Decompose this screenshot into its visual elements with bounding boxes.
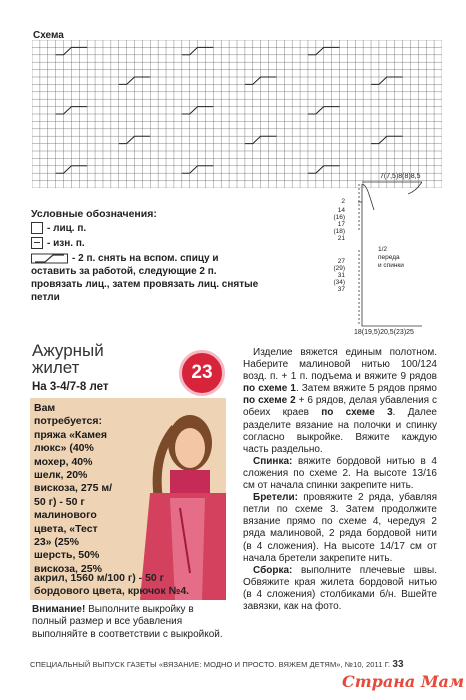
schema-title: Схема: [33, 30, 64, 41]
product-photo: [30, 398, 226, 600]
legend-title: Условные обозначения:: [31, 208, 157, 220]
pattern-center-label: 1/2 переда и спинки: [378, 246, 404, 269]
model-number-badge: 23: [179, 350, 225, 396]
pattern-label-2: 2: [341, 198, 345, 205]
legend-knit: - лиц. п.: [31, 222, 86, 235]
pattern-label-17: 17: [337, 221, 345, 228]
purl-symbol-icon: [31, 237, 43, 249]
pattern-label-16: (16): [333, 214, 345, 221]
pattern-label-29: (29): [333, 265, 345, 272]
pattern-label-37: 37: [337, 286, 345, 293]
pattern-label-34: (34): [333, 279, 345, 286]
product-title: Ажурный жилет: [32, 341, 104, 377]
instructions-straps: Бретели: провяжите 2 ряда, убавляя петли по схеме 3. Затем продолжите вязание прямо по схеме 4, чередуя 2 ряда малиновой, 2 ряда бордовой нити (в 4 сложения). На высоте 14/17 см от начала бретели закрепите нить.: [243, 492, 437, 564]
page-footer: СПЕЦИАЛЬНЫЙ ВЫПУСК ГАЗЕТЫ «ВЯЗАНИЕ: МОДНО И ПРОСТО. ВЯЖЕМ ДЕТЯМ», №10, 2011 Г. 33: [30, 659, 404, 670]
instructions-assembly: Сборка: выполните плечевые швы. Обвяжите края жилета бордовой нитью (в 4 сложения) столбиками б/н. Вшейте завязки, как на фото.: [243, 564, 437, 612]
pattern-label-27: 27: [337, 258, 345, 265]
knitting-chart-grid: [32, 40, 442, 188]
pattern-label-21: 21: [337, 235, 345, 242]
site-watermark: Страна Мам: [342, 672, 465, 691]
pattern-bottom-dimension: 18(19,5)20,5(23)25: [354, 329, 414, 336]
knit-symbol-icon: [31, 222, 43, 234]
materials-list: Вам потребуется: пряжа «Камея люкс» (40% мохер, 40% шелк, 20% вискоза, 275 м/ 50 г) - 50 г малинового цвета, «Тест 23» (25% шерсть, 50% вискоза, 25%: [34, 402, 113, 575]
pattern-label-31: 31: [337, 272, 345, 279]
instructions-intro: Изделие вяжется единым полотном. Наберите малиновой нитью 100/124 возд. п. + 1 п. подъема и вяжите 9 рядов по схеме 1. Затем вяжите 5 рядов прямо по схеме 2 + 6 рядов, делая убавления с обеих краев по схеме 3. Далее разделите вязание на полочки и спинку согласно выкройке. Вяжите каждую часть раздельно.: [243, 347, 437, 455]
instructions-back: Спинка: вяжите бордовой нитью в 4 сложения по схеме 2. На высоте 13/16 см от начала спинки закрепите нить.: [243, 455, 437, 492]
attention-note: Внимание! Выполните выкройку в полный размер и все убавления выполняйте в соответствии с выкройкой.: [32, 604, 223, 640]
pattern-label-18: (18): [333, 228, 345, 235]
vest-pattern-diagram: [322, 170, 422, 330]
legend-purl: - изн. п.: [31, 237, 85, 250]
pattern-top-dimension: 7(7,5)8(8)8,5: [380, 173, 421, 180]
sizes-label: На 3-4/7-8 лет: [32, 381, 109, 393]
pattern-label-14: 14: [337, 207, 345, 214]
page-number: 33: [392, 659, 404, 670]
cable-symbol-icon: [31, 253, 69, 264]
legend-cable: - 2 п. снять на вспом. спицу и оставить за работой, следующие 2 п. провязать лиц., затем провязать лиц. снятые петли: [31, 253, 259, 303]
instructions-text: [243, 347, 437, 613]
materials-list-end: акрил, 1560 м/100 г) - 50 г бордового цвета, крючок №4.: [34, 572, 190, 598]
